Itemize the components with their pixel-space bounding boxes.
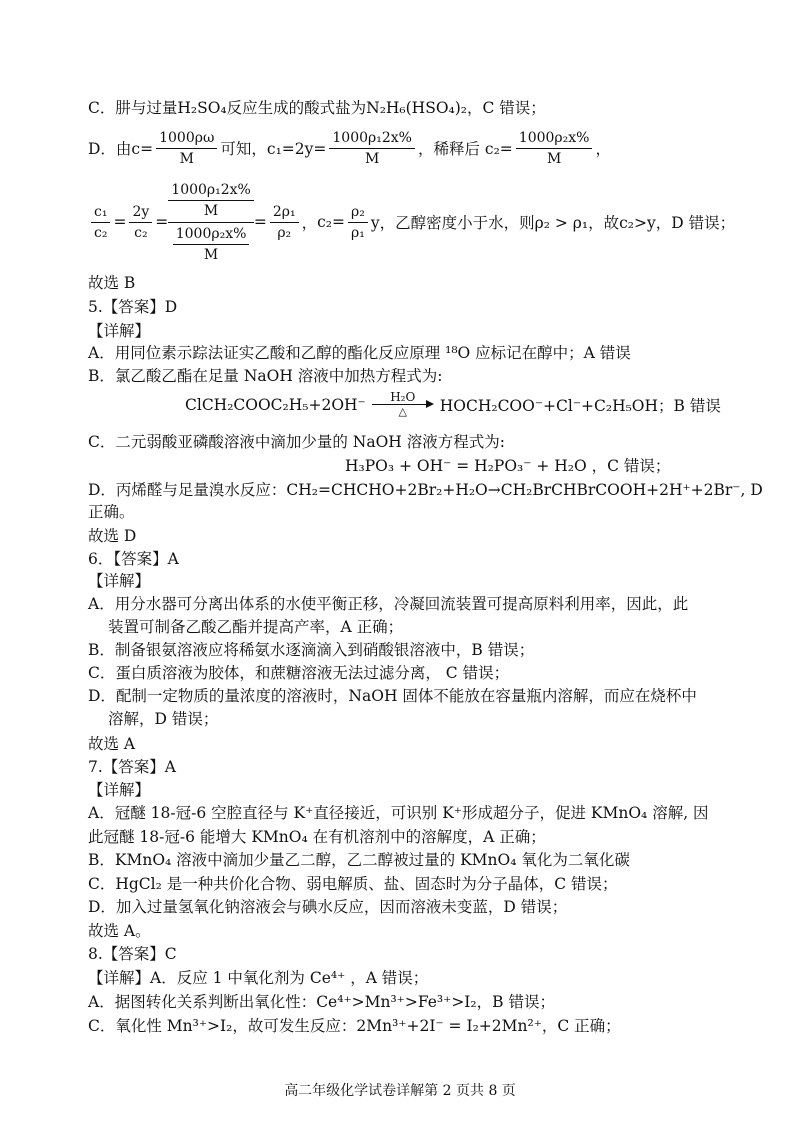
fraction-c2 bbox=[516, 129, 593, 168]
q5-option-a: A．用同位素示踪法证实乙酸和乙醇的酯化反应原理 ¹⁸O 应标记在醇中；A 错误 bbox=[88, 344, 631, 362]
fraction-numerator: 1000ρ₂x% bbox=[173, 225, 250, 245]
comma: ， bbox=[301, 214, 318, 232]
q8-option-a: A．据图转化关系判断出氧化性：Ce⁴⁺>Mn³⁺>Fe³⁺>I₂，B 错误； bbox=[88, 993, 555, 1011]
d-mid2: ，稀释后 c₂= bbox=[417, 140, 513, 158]
q7-option-c: C．HgCl₂ 是一种共价化合物、弱电解质、盐、固态时为分子晶体，C 错误； bbox=[88, 875, 618, 893]
fraction-2y-c2 bbox=[129, 203, 152, 242]
inner-fraction bbox=[168, 181, 254, 220]
q5-answer: 5.【答案】D bbox=[88, 298, 178, 316]
q5-option-d-cont: 正确。 bbox=[88, 503, 135, 521]
fraction-rho2-rho1 bbox=[348, 203, 368, 242]
q5-option-d: D．丙烯醛与足量溴水反应：CH₂=CHCHO+2Br₂+H₂O→CH₂BrCHBrCOOH+2H⁺+2Br⁻, D bbox=[88, 481, 763, 499]
q6-option-a: A．用分水器可分离出体系的水使平衡正移，冷凝回流装置可提高原料利用率，因此，此 bbox=[88, 595, 689, 613]
select-a-2: 故选 A。 bbox=[88, 922, 151, 940]
q7-option-d: D．加入过量氢氧化钠溶液会与碘水反应，因而溶液未变蓝，D 错误； bbox=[88, 898, 568, 916]
fraction-numerator: 1000ρω bbox=[156, 129, 217, 149]
q6-answer: 6．【答案】A bbox=[88, 550, 179, 568]
equals-sign: = bbox=[113, 213, 127, 231]
q6-option-a-cont: 装置可制备乙酸乙酯并提高产率，A 正确； bbox=[108, 618, 404, 636]
q6-option-b: B．制备银氨溶液应将稀氨水逐滴滴入到硝酸银溶液中，B 错误； bbox=[88, 641, 535, 659]
fraction-numerator: 2ρ₁ bbox=[270, 203, 299, 223]
select-b: 故选 B bbox=[88, 274, 136, 292]
d-end: ， bbox=[595, 140, 611, 158]
fraction-denominator: c₂ bbox=[94, 224, 108, 241]
equation-right: HOCH₂COO⁻+Cl⁻+C₂H₅OH；B 错误 bbox=[439, 397, 721, 415]
q5-b-equation bbox=[185, 389, 721, 421]
q7-detail-heading: 【详解】 bbox=[88, 781, 151, 799]
inner-fraction bbox=[173, 225, 250, 264]
q5-detail-heading: 【详解】 bbox=[88, 322, 151, 340]
line-d-concentration bbox=[88, 124, 611, 172]
ratio-tail: y，乙醇密度小于水，则ρ₂ > ρ₁，故c₂>y，D 错误； bbox=[370, 214, 736, 232]
q5-option-b: B．氯乙酸乙酯在足量 NaOH 溶液中加热方程式为: bbox=[88, 367, 443, 385]
q6-option-d: D．配制一定物质的量浓度的溶液时，NaOH 固体不能放在容量瓶内溶解，而应在烧杯中 bbox=[88, 687, 697, 705]
fraction-denominator: M bbox=[203, 246, 219, 263]
fraction-c1-c2 bbox=[91, 203, 110, 242]
line-ratio bbox=[88, 180, 735, 264]
q8-answer: 8.【答案】C bbox=[88, 945, 177, 963]
q7-answer: 7.【答案】A bbox=[88, 758, 176, 776]
equals-sign: = bbox=[155, 213, 169, 231]
q7-option-a: A．冠醚 18-冠-6 空腔直径与 K⁺直径接近，可识别 K⁺形成超分子，促进 KMnO₄ 溶解, 因 bbox=[88, 804, 709, 822]
q6-option-d-cont: 溶解，D 错误； bbox=[108, 710, 219, 728]
fraction-denominator: ρ₂ bbox=[277, 224, 292, 241]
page-footer: 高二年级化学试卷详解第 2 页共 8 页 bbox=[284, 1083, 516, 1099]
q8-option-c: C．氧化性 Mn³⁺>I₂，故可发生反应：2Mn³⁺+2I⁻ = I₂+2Mn²⁺，C 正确； bbox=[88, 1017, 621, 1035]
fraction-numerator: 1000ρ₁2x% bbox=[168, 181, 254, 201]
fraction-numerator: 2y bbox=[129, 203, 152, 223]
fraction-denominator: ρ₁ bbox=[351, 224, 365, 241]
fraction-denominator: c₂ bbox=[134, 224, 148, 241]
select-d: 故选 D bbox=[88, 527, 137, 545]
fraction-numerator: 1000ρ₁2x% bbox=[329, 129, 415, 149]
fraction-c bbox=[156, 129, 217, 168]
fraction-rho-ratio bbox=[270, 203, 299, 242]
select-a: 故选 A bbox=[88, 735, 136, 753]
q8-detail: 【详解】A．反应 1 中氧化剂为 Ce⁴⁺ ，A 错误； bbox=[88, 969, 429, 987]
compound-numerator bbox=[168, 181, 254, 223]
fraction-c1 bbox=[329, 129, 415, 168]
d-prefix: D．由c= bbox=[88, 140, 154, 158]
fraction-numerator: c₁ bbox=[91, 203, 110, 223]
c2-equals: c₂= bbox=[317, 213, 346, 231]
fraction-numerator: 1000ρ₂x% bbox=[516, 129, 593, 149]
q7-option-a-cont: 此冠醚 18-冠-6 能增大 KMnO₄ 在有机溶剂中的溶解度，A 正确； bbox=[88, 828, 546, 846]
q6-option-c: C．蛋白质溶液为胶体，和蔗糖溶液无法过滤分离， C 错误； bbox=[88, 664, 510, 682]
equals-sign: = bbox=[253, 213, 267, 231]
q5-option-c: C．二元弱酸亚磷酸溶液中滴加少量的 NaOH 溶液方程式为: bbox=[88, 433, 505, 451]
fraction-numerator: ρ₂ bbox=[348, 203, 368, 223]
arrow-condition-top: H₂O bbox=[390, 390, 416, 404]
fraction-denominator: M bbox=[203, 202, 219, 219]
line-c-hydrazine: C．肼与过量H₂SO₄反应生成的酸式盐为N₂H₆(HSO₄)₂，C 错误； bbox=[88, 99, 546, 117]
compound-fraction bbox=[168, 181, 254, 264]
compound-denominator bbox=[168, 223, 254, 264]
equation-left: ClCH₂COOC₂H₅+2OH⁻ bbox=[185, 396, 366, 414]
reaction-arrow bbox=[372, 390, 434, 420]
d-mid1: 可知，c₁=2y= bbox=[220, 140, 327, 158]
fraction-denominator: M bbox=[546, 150, 562, 167]
fraction-denominator: M bbox=[179, 150, 194, 167]
q5-c-equation: H₃PO₃ + OH⁻ = H₂PO₃⁻ + H₂O ，C 错误； bbox=[345, 457, 671, 475]
fraction-denominator: M bbox=[365, 150, 380, 167]
q7-option-b: B．KMnO₄ 溶液中滴加少量乙二醇，乙二醇被过量的 KMnO₄ 氧化为二氧化碳 bbox=[88, 851, 630, 869]
q6-detail-heading: 【详解】 bbox=[88, 572, 151, 590]
heat-symbol: △ bbox=[398, 405, 407, 418]
